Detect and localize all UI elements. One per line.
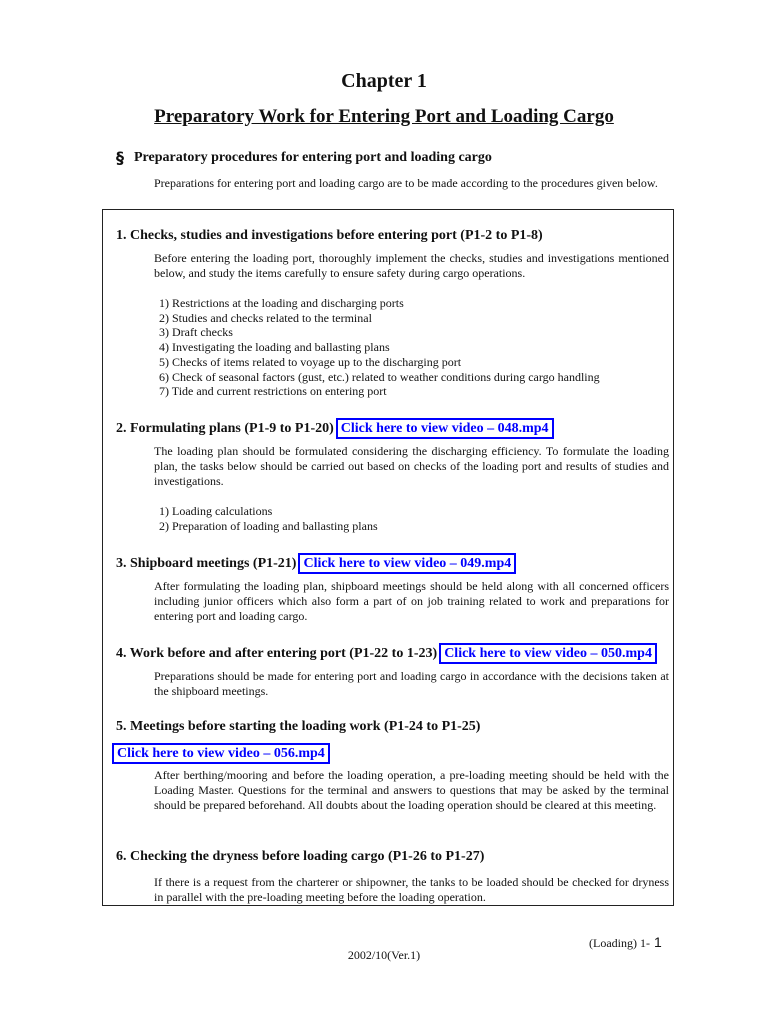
item-6-heading (116, 849, 484, 865)
page-number: 1 (653, 934, 662, 950)
item-2-heading (116, 418, 554, 439)
section-heading-text: Preparatory procedures for entering port and loading cargo (134, 149, 492, 165)
list-item: 6) Check of seasonal factors (gust, etc.) related to weather conditions during cargo handling (159, 369, 600, 384)
item-6-body: If there is a request from the charterer or shipowner, the tanks to be loaded should be checked for dryness in parallel with the pre-loading meeting before the loading operation. (154, 875, 669, 904)
list-item: 3) Draft checks (159, 325, 233, 340)
section-sign-icon: § (116, 148, 124, 167)
item-1-heading (116, 228, 543, 244)
item-5-link-row (112, 743, 330, 764)
item-5-body: After berthing/mooring and before the loading operation, a pre-loading meeting should be held with the Loading Master. Questions for the terminal and answers to questions that may be asked by the terminal should be prepared beforehand. All doubts about the loading operation should be cleared at this meeting. (154, 768, 669, 812)
list-item: 4) Investigating the loading and ballasting plans (159, 340, 390, 355)
item-5-heading-text: 5. Meetings before starting the loading work (P1-24 to P1-25) (116, 719, 481, 734)
item-6-heading-text: 6. Checking the dryness before loading cargo (P1-26 to P1-27) (116, 849, 485, 864)
item-4-body: Preparations should be made for entering port and loading cargo in accordance with the decisions taken at the shipboard meetings. (154, 669, 669, 698)
section-intro: Preparations for entering port and loading cargo are to be made according to the procedures given below. (154, 176, 658, 190)
page-title: Preparatory Work for Entering Port and Loading Cargo (154, 106, 614, 127)
item-3-heading (116, 553, 516, 574)
list-item: 1) Loading calculations (159, 504, 273, 518)
video-link-048[interactable]: Click here to view video – 048.mp4 (336, 418, 554, 439)
list-item: 2) Studies and checks related to the terminal (159, 310, 372, 325)
video-link-056[interactable]: Click here to view video – 056.mp4 (112, 743, 330, 764)
list-item: 2) Preparation of loading and ballasting plans (159, 518, 378, 533)
item-2-body: The loading plan should be formulated considering the discharging efficiency. To formulate the loading plan, the tasks below should be carried out based on checks of the loading port and results of studies and investigations. (154, 444, 669, 488)
list-item: 1) Restrictions at the loading and discharging ports (159, 296, 404, 310)
item-3-heading-text: 3. Shipboard meetings (P1-21) (116, 555, 297, 571)
item-4-heading (116, 643, 657, 664)
list-item: 5) Checks of items related to voyage up to the discharging port (159, 354, 462, 369)
version-text: 2002/10(Ver.1) (347, 948, 421, 962)
item-4-heading-text: 4. Work before and after entering port (P1-22 to 1-23) (116, 645, 438, 661)
item-2-list (159, 504, 378, 533)
list-item: 7) Tide and current restrictions on entering port (159, 384, 387, 399)
chapter-heading: Chapter 1 (341, 70, 427, 92)
item-1-list (159, 296, 600, 399)
video-link-050[interactable]: Click here to view video – 050.mp4 (439, 643, 657, 664)
item-1-heading-text: 1. Checks, studies and investigations before entering port (P1-2 to P1-8) (116, 228, 543, 243)
page-label: (Loading) 1- (589, 936, 650, 950)
video-link-049[interactable]: Click here to view video – 049.mp4 (298, 553, 516, 574)
section-heading (116, 148, 492, 167)
item-2-heading-text: 2. Formulating plans (P1-9 to P1-20) (116, 420, 334, 436)
item-1-body: Before entering the loading port, thoroughly implement the checks, studies and investigations mentioned below, and study the items carefully to ensure safety during cargo operations. (154, 251, 669, 280)
item-5-heading (116, 719, 480, 735)
item-3-body: After formulating the loading plan, shipboard meetings should be held along with all concerned officers including junior officers which also form a part of on job training related to work and preparations for entering port and loading cargo. (154, 579, 669, 623)
